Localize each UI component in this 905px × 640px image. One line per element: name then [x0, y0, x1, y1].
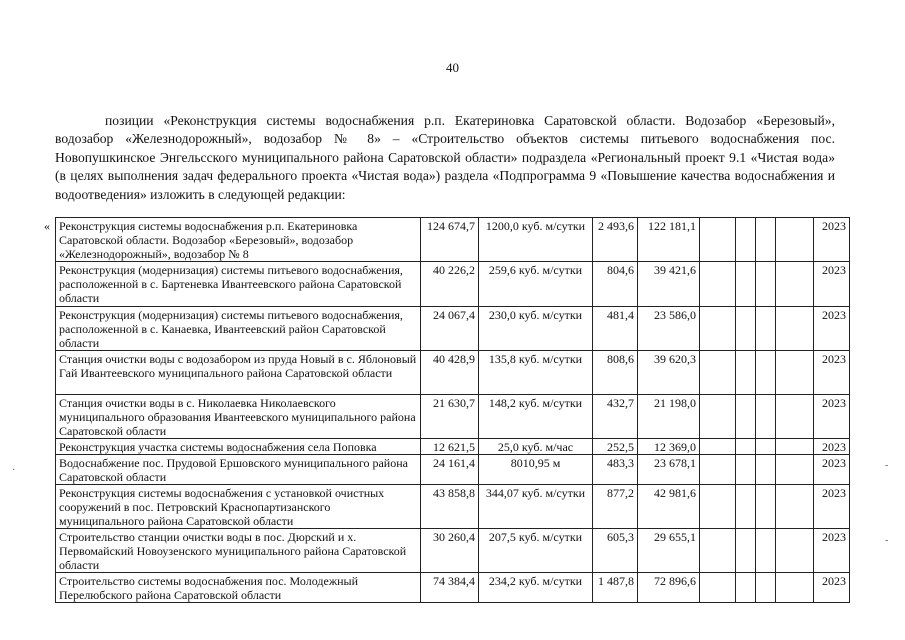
empty-cell — [756, 439, 776, 455]
margin-mark-right-bottom: - — [885, 535, 889, 546]
federal-budget-cell: 72 896,6 — [638, 573, 700, 603]
capacity-cell: 148,2 куб. м/сутки — [479, 395, 593, 439]
regional-budget-cell: 1 487,8 — [593, 573, 638, 603]
federal-budget-cell: 12 369,0 — [638, 439, 700, 455]
total-cost-cell: 40 226,2 — [421, 262, 479, 307]
regional-budget-cell: 808,6 — [593, 351, 638, 395]
regional-budget-cell: 2 493,6 — [593, 218, 638, 262]
project-name-cell: Реконструкция системы водоснабжения р.п. Екатериновка Саратовской области. Водозабор «Березовый», водозабор «Железнодорожный», водозабор № 8 — [56, 218, 421, 262]
empty-cell — [776, 439, 814, 455]
year-cell: 2023 — [814, 351, 850, 395]
empty-cell — [736, 307, 756, 351]
empty-cell — [736, 262, 756, 307]
empty-cell — [776, 395, 814, 439]
empty-cell — [700, 395, 736, 439]
federal-budget-cell: 39 620,3 — [638, 351, 700, 395]
empty-cell — [756, 529, 776, 573]
empty-cell — [736, 455, 756, 485]
total-cost-cell: 40 428,9 — [421, 351, 479, 395]
federal-budget-cell: 39 421,6 — [638, 262, 700, 307]
empty-cell — [756, 262, 776, 307]
empty-cell — [700, 218, 736, 262]
empty-cell — [776, 485, 814, 529]
federal-budget-cell: 29 655,1 — [638, 529, 700, 573]
capacity-cell: 234,2 куб. м/сутки — [479, 573, 593, 603]
capacity-cell: 344,07 куб. м/сутки — [479, 485, 593, 529]
project-name-cell: Станция очистки воды в с. Николаевка Николаевского муниципального образования Ивантеевского муниципального района Саратовской области — [56, 395, 421, 439]
year-cell: 2023 — [814, 529, 850, 573]
empty-cell — [736, 439, 756, 455]
empty-cell — [756, 307, 776, 351]
total-cost-cell: 24 161,4 — [421, 455, 479, 485]
projects-table — [55, 217, 850, 603]
capacity-cell: 25,0 куб. м/час — [479, 439, 593, 455]
table-row — [56, 455, 850, 485]
empty-cell — [736, 351, 756, 395]
empty-cell — [776, 455, 814, 485]
empty-cell — [736, 485, 756, 529]
opening-quote-mark: « — [44, 219, 50, 233]
federal-budget-cell: 42 981,6 — [638, 485, 700, 529]
empty-cell — [736, 395, 756, 439]
capacity-cell: 259,6 куб. м/сутки — [479, 262, 593, 307]
empty-cell — [700, 262, 736, 307]
project-name-cell: Строительство станции очистки воды в пос. Дюрский и х. Первомайский Новоузенского муниципального района Саратовской области — [56, 529, 421, 573]
intro-paragraph — [55, 112, 835, 204]
table-row — [56, 218, 850, 262]
table-row — [56, 439, 850, 455]
table-row — [56, 395, 850, 439]
empty-cell — [776, 529, 814, 573]
table-row — [56, 262, 850, 307]
empty-cell — [700, 351, 736, 395]
table-row — [56, 351, 850, 395]
project-name-cell: Реконструкция участка системы водоснабжения села Поповка — [56, 439, 421, 455]
regional-budget-cell: 804,6 — [593, 262, 638, 307]
regional-budget-cell: 432,7 — [593, 395, 638, 439]
total-cost-cell: 24 067,4 — [421, 307, 479, 351]
year-cell: 2023 — [814, 573, 850, 603]
capacity-cell: 1200,0 куб. м/сутки — [479, 218, 593, 262]
total-cost-cell: 12 621,5 — [421, 439, 479, 455]
intro-text: позиции «Реконструкция системы водоснабжения р.п. Екатериновка Саратовской области. Водозабор «Березовый», водозабор «Железнодорожный», водозабор № 8» – «Строительство объектов системы питьевого водоснабжения пос. Новопушкинское Энгельсского муниципального района Саратовской области» подраздела «Региональный проект 9.1 «Чистая вода» (в целях выполнения задач федерального проекта «Чистая вода») раздела «Подпрограмма 9 «Повышение качества водоснабжения и водоотведения» изложить в следующей редакции: — [55, 113, 835, 202]
year-cell: 2023 — [814, 218, 850, 262]
empty-cell — [756, 573, 776, 603]
project-name-cell: Реконструкция (модернизация) системы питьевого водоснабжения, расположенной в с. Канаевка, Ивантеевский район Саратовской области — [56, 307, 421, 351]
total-cost-cell: 43 858,8 — [421, 485, 479, 529]
margin-mark-right-top: - — [885, 460, 889, 471]
project-name-cell: Водоснабжение пос. Прудовой Ершовского муниципального района Саратовской области — [56, 455, 421, 485]
table-row — [56, 307, 850, 351]
margin-mark-left: · — [12, 465, 16, 476]
empty-cell — [756, 455, 776, 485]
year-cell: 2023 — [814, 395, 850, 439]
table-row — [56, 529, 850, 573]
year-cell: 2023 — [814, 485, 850, 529]
capacity-cell: 230,0 куб. м/сутки — [479, 307, 593, 351]
year-cell: 2023 — [814, 439, 850, 455]
capacity-cell: 8010,95 м — [479, 455, 593, 485]
year-cell: 2023 — [814, 455, 850, 485]
empty-cell — [700, 307, 736, 351]
project-name-cell: Строительство системы водоснабжения пос. Молодежный Перелюбского района Саратовской области — [56, 573, 421, 603]
project-name-cell: Реконструкция системы водоснабжения с установкой очистных сооружений в пос. Петровский Краснопартизанского муниципального района Саратовской области — [56, 485, 421, 529]
regional-budget-cell: 481,4 — [593, 307, 638, 351]
empty-cell — [776, 262, 814, 307]
regional-budget-cell: 252,5 — [593, 439, 638, 455]
empty-cell — [756, 351, 776, 395]
empty-cell — [776, 307, 814, 351]
empty-cell — [756, 395, 776, 439]
table-row — [56, 573, 850, 603]
project-name-cell: Станция очистки воды с водозабором из пруда Новый в с. Яблоновый Гай Ивантеевского муниципального района Саратовской области — [56, 351, 421, 395]
total-cost-cell: 124 674,7 — [421, 218, 479, 262]
empty-cell — [700, 529, 736, 573]
empty-cell — [756, 485, 776, 529]
regional-budget-cell: 877,2 — [593, 485, 638, 529]
empty-cell — [776, 573, 814, 603]
year-cell: 2023 — [814, 307, 850, 351]
empty-cell — [776, 218, 814, 262]
regional-budget-cell: 483,3 — [593, 455, 638, 485]
year-cell: 2023 — [814, 262, 850, 307]
empty-cell — [700, 439, 736, 455]
federal-budget-cell: 23 586,0 — [638, 307, 700, 351]
empty-cell — [736, 218, 756, 262]
regional-budget-cell: 605,3 — [593, 529, 638, 573]
empty-cell — [776, 351, 814, 395]
federal-budget-cell: 23 678,1 — [638, 455, 700, 485]
capacity-cell: 207,5 куб. м/сутки — [479, 529, 593, 573]
federal-budget-cell: 122 181,1 — [638, 218, 700, 262]
project-name-cell: Реконструкция (модернизация) системы питьевого водоснабжения, расположенной в с. Бартеневка Ивантеевского района Саратовской области — [56, 262, 421, 307]
page-number: 40 — [446, 60, 459, 75]
total-cost-cell: 21 630,7 — [421, 395, 479, 439]
empty-cell — [736, 573, 756, 603]
empty-cell — [756, 218, 776, 262]
empty-cell — [700, 455, 736, 485]
federal-budget-cell: 21 198,0 — [638, 395, 700, 439]
empty-cell — [736, 529, 756, 573]
table-row — [56, 485, 850, 529]
total-cost-cell: 74 384,4 — [421, 573, 479, 603]
empty-cell — [700, 573, 736, 603]
empty-cell — [700, 485, 736, 529]
total-cost-cell: 30 260,4 — [421, 529, 479, 573]
capacity-cell: 135,8 куб. м/сутки — [479, 351, 593, 395]
